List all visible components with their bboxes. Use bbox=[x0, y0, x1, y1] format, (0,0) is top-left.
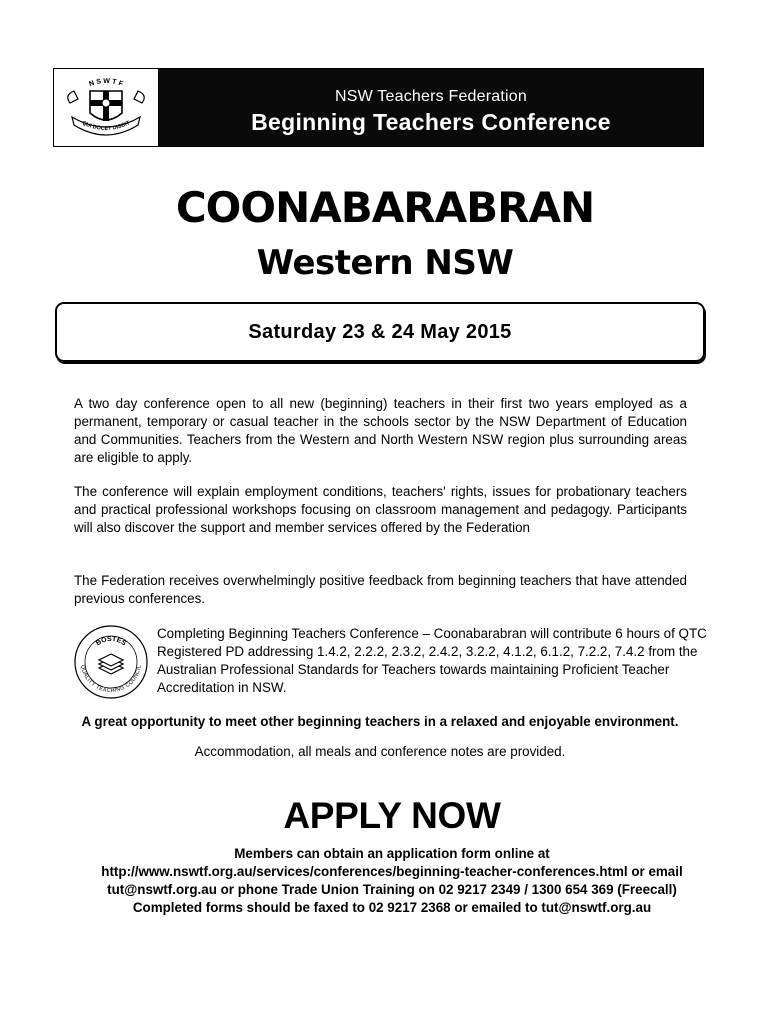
feedback-paragraph: The Federation receives overwhelmingly positive feedback from beginning teachers that have attended previous conferences. bbox=[74, 573, 687, 606]
svg-text:QUI DOCET DISCIT: QUI DOCET DISCIT bbox=[81, 119, 131, 132]
conference-date: Saturday 23 & 24 May 2015 bbox=[248, 321, 512, 343]
content-paragraph: The conference will explain employment conditions, teachers' rights, issues for probationary teachers and practical professional workshops focusing on classroom management and pedagogy. Participants will also discover the support and member services offered by the Federation bbox=[74, 484, 687, 535]
provisions-note: Accommodation, all meals and conference notes are provided. bbox=[194, 744, 566, 759]
header-band bbox=[159, 69, 703, 146]
svg-text:QUALITY TEACHING COUNCIL: QUALITY TEACHING COUNCIL bbox=[79, 664, 143, 695]
conference-header bbox=[53, 68, 704, 147]
intro-paragraph: A two day conference open to all new (beginning) teachers in their first two years employed as a permanent, temporary or casual teacher in the schools sector by the NSW Department of Education and Communities. Teachers from the Western and North Western NSW region plus surrounding areas are eligible to apply. bbox=[74, 396, 687, 465]
accreditation-text: Completing Beginning Teachers Conference – Coonabarabran will contribute 6 hours of QTC Registered PD addressing 1.4.2, 2.2.2, 2.3.2, 2.4.2, 3.2.2, 4.1.2, 6.1.2, 7.2.2, 7.4.2 from the Australian Professional Standards for Teachers towards maintaining Proficient Teacher Accreditation in NSW. bbox=[157, 626, 707, 695]
organization-name: NSW Teachers Federation bbox=[335, 88, 527, 105]
svg-text:BOSTES: BOSTES bbox=[94, 635, 128, 648]
town-title: COONABARABRAN bbox=[175, 183, 595, 232]
opportunity-statement: A great opportunity to meet other beginning teachers in a relaxed and enjoyable environment. bbox=[81, 714, 679, 729]
region-subtitle: Western NSW bbox=[256, 243, 514, 283]
contact-line-url: http://www.nswtf.org.au/services/conferences/beginning-teacher-conferences.html or email bbox=[101, 864, 683, 879]
contact-line: Members can obtain an application form online at bbox=[234, 846, 550, 861]
contact-line-phone: tut@nswtf.org.au or phone Trade Union Training on 02 9217 2349 / 1300 654 369 (Freecall) bbox=[107, 882, 677, 897]
nswtf-crest-icon bbox=[60, 75, 152, 141]
date-box bbox=[55, 302, 705, 362]
nswtf-logo bbox=[54, 69, 159, 146]
bostes-logo-icon bbox=[73, 624, 149, 700]
apply-now-heading: APPLY NOW bbox=[283, 795, 501, 836]
application-contact-info bbox=[80, 845, 704, 917]
svg-text:N S W T F: N S W T F bbox=[88, 77, 124, 88]
contact-line-fax: Completed forms should be faxed to 02 9217 2368 or emailed to tut@nswtf.org.au bbox=[132, 900, 652, 915]
conference-name: Beginning Teachers Conference bbox=[251, 109, 611, 135]
